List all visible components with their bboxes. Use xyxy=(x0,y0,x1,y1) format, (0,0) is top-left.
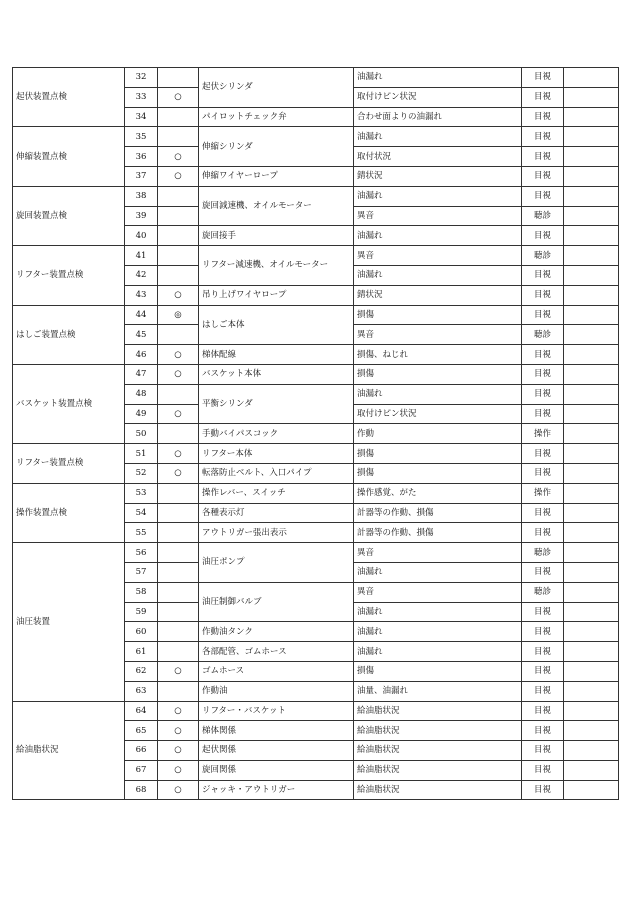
method-cell: 目視 xyxy=(522,384,564,404)
item-number-cell: 62 xyxy=(125,661,158,681)
item-number-cell: 45 xyxy=(125,325,158,345)
method-cell: 目視 xyxy=(522,661,564,681)
priority-mark-cell xyxy=(158,483,199,503)
method-cell: 目視 xyxy=(522,107,564,127)
check-item-cell: 損傷 xyxy=(354,661,522,681)
check-item-cell: 取付状況 xyxy=(354,147,522,167)
item-number-cell: 50 xyxy=(125,424,158,444)
priority-mark-cell xyxy=(158,602,199,622)
item-number-cell: 32 xyxy=(125,68,158,88)
result-cell[interactable] xyxy=(564,602,619,622)
table-row xyxy=(13,246,619,266)
result-cell[interactable] xyxy=(564,206,619,226)
priority-mark-cell xyxy=(158,107,199,127)
item-number-cell: 46 xyxy=(125,345,158,365)
item-number-cell: 52 xyxy=(125,463,158,483)
method-cell: 目視 xyxy=(522,721,564,741)
priority-mark-cell xyxy=(158,582,199,602)
item-number-cell: 55 xyxy=(125,523,158,543)
priority-mark-cell: ○ xyxy=(158,285,199,305)
check-item-cell: 油漏れ xyxy=(354,602,522,622)
category-cell: リフター装置点検 xyxy=(13,246,125,305)
priority-mark-cell xyxy=(158,68,199,88)
component-cell: パイロットチェック弁 xyxy=(199,107,354,127)
component-cell: 伸縮シリンダ xyxy=(199,127,354,167)
check-item-cell: 異音 xyxy=(354,246,522,266)
priority-mark-cell: ○ xyxy=(158,661,199,681)
inspection-table-body xyxy=(13,68,619,800)
method-cell: 聴診 xyxy=(522,246,564,266)
method-cell: 目視 xyxy=(522,562,564,582)
priority-mark-cell xyxy=(158,206,199,226)
method-cell: 目視 xyxy=(522,523,564,543)
result-cell[interactable] xyxy=(564,444,619,464)
check-item-cell: 油漏れ xyxy=(354,562,522,582)
result-cell[interactable] xyxy=(564,463,619,483)
item-number-cell: 57 xyxy=(125,562,158,582)
table-row xyxy=(13,305,619,325)
item-number-cell: 58 xyxy=(125,582,158,602)
component-cell: 起伏関係 xyxy=(199,741,354,761)
priority-mark-cell xyxy=(158,246,199,266)
result-cell[interactable] xyxy=(564,483,619,503)
result-cell[interactable] xyxy=(564,384,619,404)
check-item-cell: 給油脂状況 xyxy=(354,760,522,780)
item-number-cell: 40 xyxy=(125,226,158,246)
table-row xyxy=(13,68,619,88)
method-cell: 目視 xyxy=(522,701,564,721)
method-cell: 目視 xyxy=(522,404,564,424)
method-cell: 目視 xyxy=(522,463,564,483)
component-cell: バスケット本体 xyxy=(199,364,354,384)
result-cell[interactable] xyxy=(564,721,619,741)
method-cell: 聴診 xyxy=(522,582,564,602)
priority-mark-cell: ○ xyxy=(158,147,199,167)
result-cell[interactable] xyxy=(564,681,619,701)
table-row xyxy=(13,444,619,464)
method-cell: 目視 xyxy=(522,166,564,186)
method-cell: 目視 xyxy=(522,741,564,761)
priority-mark-cell: ○ xyxy=(158,463,199,483)
priority-mark-cell: ○ xyxy=(158,404,199,424)
method-cell: 目視 xyxy=(522,305,564,325)
check-item-cell: 計器等の作動、損傷 xyxy=(354,503,522,523)
priority-mark-cell xyxy=(158,127,199,147)
priority-mark-cell xyxy=(158,186,199,206)
check-item-cell: 異音 xyxy=(354,582,522,602)
item-number-cell: 42 xyxy=(125,265,158,285)
item-number-cell: 54 xyxy=(125,503,158,523)
result-cell[interactable] xyxy=(564,701,619,721)
priority-mark-cell xyxy=(158,325,199,345)
category-cell: リフター装置点検 xyxy=(13,444,125,484)
result-cell[interactable] xyxy=(564,345,619,365)
check-item-cell: 計器等の作動、損傷 xyxy=(354,523,522,543)
component-cell: アウトリガー張出表示 xyxy=(199,523,354,543)
method-cell: 聴診 xyxy=(522,206,564,226)
method-cell: 目視 xyxy=(522,186,564,206)
check-item-cell: 油漏れ xyxy=(354,186,522,206)
result-cell[interactable] xyxy=(564,166,619,186)
result-cell[interactable] xyxy=(564,741,619,761)
check-item-cell: 取付けピン状況 xyxy=(354,404,522,424)
priority-mark-cell: ◎ xyxy=(158,305,199,325)
component-cell: 油圧制御バルブ xyxy=(199,582,354,622)
component-cell: 転落防止ベルト、入口パイプ xyxy=(199,463,354,483)
priority-mark-cell: ○ xyxy=(158,701,199,721)
check-item-cell: 損傷 xyxy=(354,364,522,384)
item-number-cell: 41 xyxy=(125,246,158,266)
category-cell: バスケット装置点検 xyxy=(13,364,125,443)
method-cell: 聴診 xyxy=(522,325,564,345)
method-cell: 目視 xyxy=(522,622,564,642)
method-cell: 目視 xyxy=(522,444,564,464)
result-cell[interactable] xyxy=(564,226,619,246)
method-cell: 目視 xyxy=(522,780,564,800)
category-cell: はしご装置点検 xyxy=(13,305,125,364)
component-cell: 各種表示灯 xyxy=(199,503,354,523)
method-cell: 操作 xyxy=(522,483,564,503)
result-cell[interactable] xyxy=(564,780,619,800)
component-cell: 旋回接手 xyxy=(199,226,354,246)
check-item-cell: 油漏れ xyxy=(354,127,522,147)
check-item-cell: 損傷、ねじれ xyxy=(354,345,522,365)
category-cell: 操作装置点検 xyxy=(13,483,125,542)
check-item-cell: 操作感覚、がた xyxy=(354,483,522,503)
result-cell[interactable] xyxy=(564,543,619,563)
result-cell[interactable] xyxy=(564,661,619,681)
priority-mark-cell: ○ xyxy=(158,87,199,107)
result-cell[interactable] xyxy=(564,127,619,147)
priority-mark-cell: ○ xyxy=(158,760,199,780)
item-number-cell: 38 xyxy=(125,186,158,206)
method-cell: 目視 xyxy=(522,226,564,246)
result-cell[interactable] xyxy=(564,325,619,345)
method-cell: 目視 xyxy=(522,364,564,384)
item-number-cell: 65 xyxy=(125,721,158,741)
item-number-cell: 60 xyxy=(125,622,158,642)
method-cell: 目視 xyxy=(522,602,564,622)
check-item-cell: 油漏れ xyxy=(354,642,522,662)
table-row xyxy=(13,186,619,206)
method-cell: 目視 xyxy=(522,760,564,780)
priority-mark-cell xyxy=(158,543,199,563)
result-cell[interactable] xyxy=(564,523,619,543)
priority-mark-cell: ○ xyxy=(158,444,199,464)
result-cell[interactable] xyxy=(564,265,619,285)
item-number-cell: 36 xyxy=(125,147,158,167)
component-cell: 梯体配線 xyxy=(199,345,354,365)
priority-mark-cell: ○ xyxy=(158,721,199,741)
method-cell: 目視 xyxy=(522,503,564,523)
check-item-cell: 給油脂状況 xyxy=(354,721,522,741)
result-cell[interactable] xyxy=(564,87,619,107)
priority-mark-cell xyxy=(158,562,199,582)
result-cell[interactable] xyxy=(564,107,619,127)
method-cell: 目視 xyxy=(522,68,564,88)
item-number-cell: 59 xyxy=(125,602,158,622)
component-cell: 旋回減速機、オイルモーター xyxy=(199,186,354,226)
item-number-cell: 35 xyxy=(125,127,158,147)
priority-mark-cell: ○ xyxy=(158,741,199,761)
method-cell: 目視 xyxy=(522,127,564,147)
component-cell: リフター本体 xyxy=(199,444,354,464)
component-cell: リフター減速機、オイルモーター xyxy=(199,246,354,286)
check-item-cell: 油漏れ xyxy=(354,622,522,642)
result-cell[interactable] xyxy=(564,186,619,206)
item-number-cell: 39 xyxy=(125,206,158,226)
item-number-cell: 47 xyxy=(125,364,158,384)
item-number-cell: 33 xyxy=(125,87,158,107)
component-cell: 平衡シリンダ xyxy=(199,384,354,424)
category-cell: 伸縮装置点検 xyxy=(13,127,125,186)
result-cell[interactable] xyxy=(564,760,619,780)
result-cell[interactable] xyxy=(564,404,619,424)
check-item-cell: 給油脂状況 xyxy=(354,780,522,800)
item-number-cell: 68 xyxy=(125,780,158,800)
result-cell[interactable] xyxy=(564,622,619,642)
result-cell[interactable] xyxy=(564,147,619,167)
component-cell: 各部配管、ゴムホース xyxy=(199,642,354,662)
method-cell: 目視 xyxy=(522,285,564,305)
priority-mark-cell: ○ xyxy=(158,345,199,365)
result-cell[interactable] xyxy=(564,424,619,444)
item-number-cell: 63 xyxy=(125,681,158,701)
component-cell: 梯体関係 xyxy=(199,721,354,741)
result-cell[interactable] xyxy=(564,503,619,523)
item-number-cell: 56 xyxy=(125,543,158,563)
table-row xyxy=(13,127,619,147)
component-cell: 起伏シリンダ xyxy=(199,68,354,108)
check-item-cell: 取付けピン状況 xyxy=(354,87,522,107)
check-item-cell: 異音 xyxy=(354,325,522,345)
priority-mark-cell xyxy=(158,503,199,523)
item-number-cell: 43 xyxy=(125,285,158,305)
method-cell: 操作 xyxy=(522,424,564,444)
priority-mark-cell: ○ xyxy=(158,780,199,800)
item-number-cell: 44 xyxy=(125,305,158,325)
result-cell[interactable] xyxy=(564,562,619,582)
method-cell: 目視 xyxy=(522,681,564,701)
result-cell[interactable] xyxy=(564,246,619,266)
category-cell: 起伏装置点検 xyxy=(13,68,125,127)
check-item-cell: 異音 xyxy=(354,206,522,226)
method-cell: 目視 xyxy=(522,642,564,662)
component-cell: ゴムホース xyxy=(199,661,354,681)
item-number-cell: 66 xyxy=(125,741,158,761)
component-cell: 作動油 xyxy=(199,681,354,701)
check-item-cell: 異音 xyxy=(354,543,522,563)
item-number-cell: 51 xyxy=(125,444,158,464)
priority-mark-cell: ○ xyxy=(158,364,199,384)
item-number-cell: 64 xyxy=(125,701,158,721)
method-cell: 目視 xyxy=(522,345,564,365)
item-number-cell: 37 xyxy=(125,166,158,186)
inspection-table xyxy=(12,67,619,800)
method-cell: 目視 xyxy=(522,87,564,107)
component-cell: 手動バイパスコック xyxy=(199,424,354,444)
check-item-cell: 損傷 xyxy=(354,305,522,325)
component-cell: 作動油タンク xyxy=(199,622,354,642)
method-cell: 目視 xyxy=(522,147,564,167)
priority-mark-cell: ○ xyxy=(158,166,199,186)
table-row xyxy=(13,543,619,563)
check-item-cell: 油漏れ xyxy=(354,226,522,246)
result-cell[interactable] xyxy=(564,305,619,325)
check-item-cell: 油漏れ xyxy=(354,68,522,88)
component-cell: 伸縮ワイヤーロープ xyxy=(199,166,354,186)
check-item-cell: 油量、油漏れ xyxy=(354,681,522,701)
table-row xyxy=(13,364,619,384)
check-item-cell: 油漏れ xyxy=(354,384,522,404)
priority-mark-cell xyxy=(158,384,199,404)
check-item-cell: 錆状況 xyxy=(354,166,522,186)
method-cell: 聴診 xyxy=(522,543,564,563)
check-item-cell: 損傷 xyxy=(354,463,522,483)
item-number-cell: 49 xyxy=(125,404,158,424)
item-number-cell: 67 xyxy=(125,760,158,780)
result-cell[interactable] xyxy=(564,364,619,384)
result-cell[interactable] xyxy=(564,582,619,602)
component-cell: 油圧ポンプ xyxy=(199,543,354,583)
item-number-cell: 61 xyxy=(125,642,158,662)
priority-mark-cell xyxy=(158,424,199,444)
priority-mark-cell xyxy=(158,622,199,642)
component-cell: リフター・バスケット xyxy=(199,701,354,721)
check-item-cell: 作動 xyxy=(354,424,522,444)
check-item-cell: 給油脂状況 xyxy=(354,701,522,721)
priority-mark-cell xyxy=(158,681,199,701)
priority-mark-cell xyxy=(158,523,199,543)
check-item-cell: 油漏れ xyxy=(354,265,522,285)
check-item-cell: 給油脂状況 xyxy=(354,741,522,761)
item-number-cell: 53 xyxy=(125,483,158,503)
check-item-cell: 錆状況 xyxy=(354,285,522,305)
table-row xyxy=(13,483,619,503)
component-cell: 操作レバー、スイッチ xyxy=(199,483,354,503)
component-cell: ジャッキ・アウトリガー xyxy=(199,780,354,800)
category-cell: 給油脂状況 xyxy=(13,701,125,800)
category-cell: 油圧装置 xyxy=(13,543,125,701)
component-cell: はしご本体 xyxy=(199,305,354,345)
check-item-cell: 合わせ面よりの油漏れ xyxy=(354,107,522,127)
method-cell: 目視 xyxy=(522,265,564,285)
component-cell: 旋回関係 xyxy=(199,760,354,780)
item-number-cell: 34 xyxy=(125,107,158,127)
result-cell[interactable] xyxy=(564,642,619,662)
table-row xyxy=(13,701,619,721)
priority-mark-cell xyxy=(158,642,199,662)
result-cell[interactable] xyxy=(564,68,619,88)
result-cell[interactable] xyxy=(564,285,619,305)
item-number-cell: 48 xyxy=(125,384,158,404)
component-cell: 吊り上げワイヤロープ xyxy=(199,285,354,305)
priority-mark-cell xyxy=(158,265,199,285)
category-cell: 旋回装置点検 xyxy=(13,186,125,245)
check-item-cell: 損傷 xyxy=(354,444,522,464)
priority-mark-cell xyxy=(158,226,199,246)
